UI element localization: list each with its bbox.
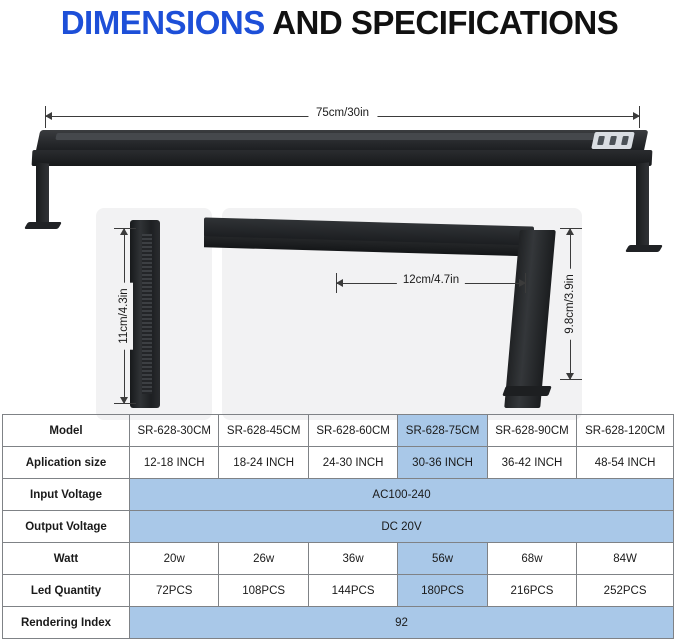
table-cell: 72PCS xyxy=(130,575,219,607)
table-row xyxy=(3,543,674,575)
section-view-foot xyxy=(502,386,552,396)
section-view-leg xyxy=(504,230,556,408)
height-dimension-label: 11cm/4.3in xyxy=(115,282,133,349)
table-cell: 216PCS xyxy=(487,575,576,607)
table-cell: 68w xyxy=(487,543,576,575)
table-cell: SR-628-30CM xyxy=(130,415,219,447)
table-row xyxy=(3,447,674,479)
side-view-led-strip xyxy=(142,234,152,394)
table-cell: SR-628-60CM xyxy=(308,415,397,447)
light-foot-right xyxy=(625,245,663,252)
table-row xyxy=(3,511,674,543)
table-cell-merged: AC100-240 xyxy=(130,479,674,511)
table-cell: SR-628-45CM xyxy=(219,415,308,447)
table-cell-merged: 92 xyxy=(130,607,674,639)
table-cell: 26w xyxy=(219,543,308,575)
arrow-right-icon xyxy=(633,112,640,120)
table-row xyxy=(3,607,674,639)
table-row xyxy=(3,575,674,607)
height-dimension xyxy=(112,228,136,404)
page-title-primary: DIMENSIONS xyxy=(60,4,265,41)
specifications-table xyxy=(2,414,674,639)
table-cell: 18-24 INCH xyxy=(219,447,308,479)
light-leg-left xyxy=(36,162,49,225)
table-row-header: Led Quantity xyxy=(3,575,130,607)
depth-dimension xyxy=(336,272,526,294)
arrow-down-icon xyxy=(566,373,574,380)
table-cell: SR-628-120CM xyxy=(577,415,674,447)
table-cell-highlighted: 180PCS xyxy=(398,575,487,607)
light-foot-left xyxy=(24,222,62,229)
light-led-channel xyxy=(55,133,616,140)
table-row xyxy=(3,479,674,511)
panel-button-3 xyxy=(621,136,629,145)
section-view-card xyxy=(222,208,582,420)
table-cell: 36-42 INCH xyxy=(487,447,576,479)
arrow-left-icon xyxy=(45,112,52,120)
specifications-table-body xyxy=(3,415,674,639)
control-panel-icon xyxy=(591,132,635,149)
table-row-header: Model xyxy=(3,415,130,447)
table-cell: 108PCS xyxy=(219,575,308,607)
table-row-header: Aplication size xyxy=(3,447,130,479)
table-cell: 12-18 INCH xyxy=(130,447,219,479)
leg-height-dimension xyxy=(558,228,582,380)
panel-button-2 xyxy=(609,136,617,145)
table-cell: 48-54 INCH xyxy=(577,447,674,479)
table-row xyxy=(3,415,674,447)
table-cell: 36w xyxy=(308,543,397,575)
arrow-up-icon xyxy=(566,228,574,235)
table-cell-highlighted: SR-628-75CM xyxy=(398,415,487,447)
depth-dimension-label: 12cm/4.7in xyxy=(397,274,465,286)
arrow-down-icon xyxy=(120,397,128,404)
product-dimension-diagram xyxy=(0,42,679,392)
panel-button-1 xyxy=(597,136,605,145)
arrow-up-icon xyxy=(120,228,128,235)
table-row-header: Rendering Index xyxy=(3,607,130,639)
table-cell: 144PCS xyxy=(308,575,397,607)
table-row-header: Watt xyxy=(3,543,130,575)
table-cell-highlighted: 56w xyxy=(398,543,487,575)
arrow-right-icon xyxy=(519,279,526,287)
width-dimension xyxy=(45,106,640,130)
table-row-header: Input Voltage xyxy=(3,479,130,511)
table-cell: 24-30 INCH xyxy=(308,447,397,479)
light-leg-right xyxy=(636,162,649,248)
leg-height-dimension-label: 9.8cm/3.9in xyxy=(561,268,579,339)
page-title-secondary: AND SPECIFICATIONS xyxy=(264,4,619,41)
page-title xyxy=(0,0,679,42)
table-cell-highlighted: 30-36 INCH xyxy=(398,447,487,479)
table-cell: SR-628-90CM xyxy=(487,415,576,447)
table-cell: 84W xyxy=(577,543,674,575)
arrow-left-icon xyxy=(336,279,343,287)
table-cell: 20w xyxy=(130,543,219,575)
table-cell: 252PCS xyxy=(577,575,674,607)
table-cell-merged: DC 20V xyxy=(130,511,674,543)
light-front-face xyxy=(32,150,653,166)
table-row-header: Output Voltage xyxy=(3,511,130,543)
width-dimension-label: 75cm/30in xyxy=(308,107,377,119)
